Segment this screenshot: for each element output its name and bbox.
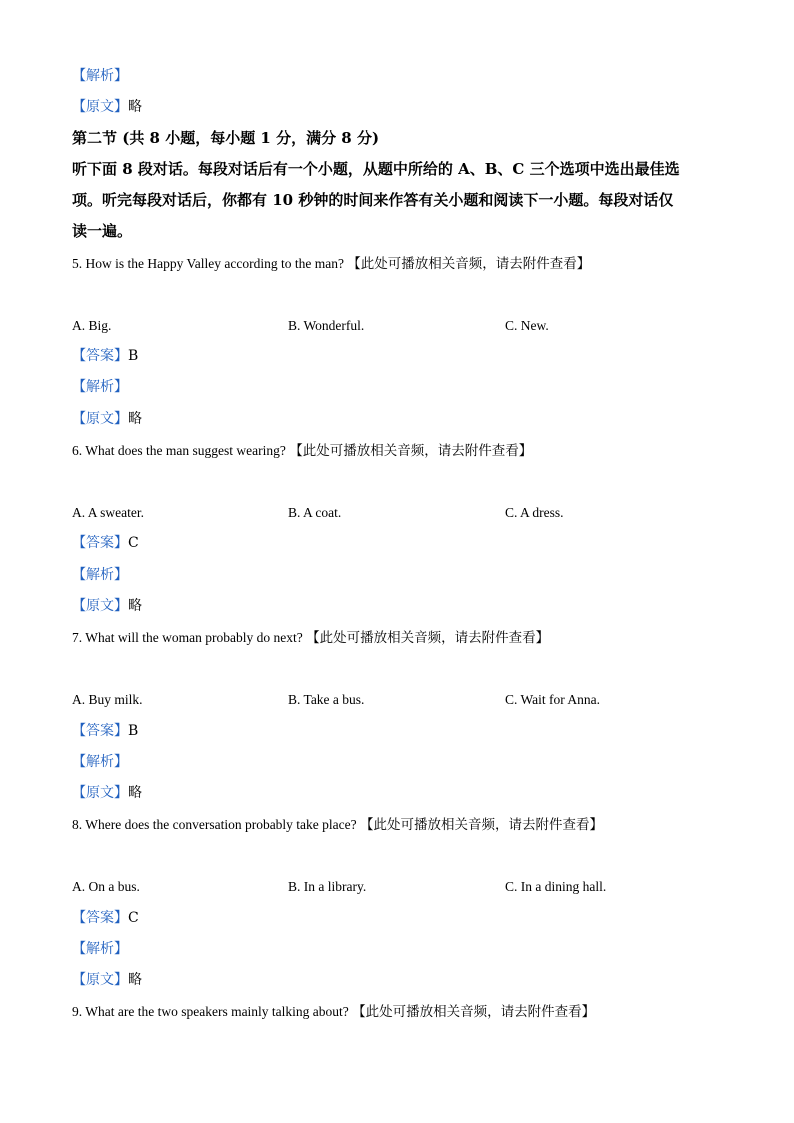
section-heading: 第二节 (共 8 小题，每小题 1 分，满分 8 分)	[72, 129, 380, 147]
q8-option-b: B. In a library.	[288, 879, 367, 894]
q5-answer: 【答案】B	[72, 348, 139, 364]
question-5: 5. How is the Happy Valley according to the man? 【此处可播放相关音频，请去附件查看】	[72, 256, 591, 271]
original-text-label	[72, 97, 142, 117]
q6-analysis: 【解析】	[72, 567, 128, 583]
original-text: 【原文】略	[72, 99, 142, 115]
question-6: 6. What does the man suggest wearing? 【此处可播放相关音频，请去附件查看】	[72, 443, 533, 458]
q8-answer: 【答案】C	[72, 910, 139, 926]
q7-analysis: 【解析】	[72, 754, 128, 770]
question-9: 9. What are the two speakers mainly talking about? 【此处可播放相关音频，请去附件查看】	[72, 1004, 596, 1019]
question-8: 8. Where does the conversation probably take place? 【此处可播放相关音频，请去附件查看】	[72, 817, 604, 832]
q8-analysis: 【解析】	[72, 941, 128, 957]
q6-option-b: B. A coat.	[288, 505, 342, 520]
section-instruction-3: 读一遍。	[72, 222, 133, 240]
question-7: 7. What will the woman probably do next? 【此处可播放相关音频，请去附件查看】	[72, 630, 550, 645]
q5-option-b: B. Wonderful.	[288, 318, 365, 333]
q7-original: 【原文】略	[72, 785, 142, 801]
q6-option-c: C. A dress.	[505, 505, 564, 520]
q8-option-a: A. On a bus.	[72, 879, 140, 894]
q5-analysis: 【解析】	[72, 379, 128, 395]
q7-option-b: B. Take a bus.	[288, 692, 365, 707]
section-instruction-1: 听下面 8 段对话。每段对话后有一个小题，从题中所给的 A、B、C 三个选项中选出最佳选	[72, 160, 680, 178]
q8-option-c: C. In a dining hall.	[505, 879, 607, 894]
q6-original: 【原文】略	[72, 598, 142, 614]
q5-option-c: C. New.	[505, 318, 549, 333]
q7-answer: 【答案】B	[72, 723, 139, 739]
q5-original: 【原文】略	[72, 411, 142, 427]
analysis-label: 【解析】	[72, 68, 128, 84]
q6-option-a: A. A sweater.	[72, 505, 144, 520]
q8-original: 【原文】略	[72, 972, 142, 988]
q6-answer: 【答案】C	[72, 535, 139, 551]
q5-option-a: A. Big.	[72, 318, 112, 333]
q7-option-c: C. Wait for Anna.	[505, 692, 601, 707]
q7-option-a: A. Buy milk.	[72, 692, 143, 707]
section-instruction-2: 项。听完每段对话后，你都有 10 秒钟的时间来作答有关小题和阅读下一小题。每段对话仅	[72, 191, 674, 209]
